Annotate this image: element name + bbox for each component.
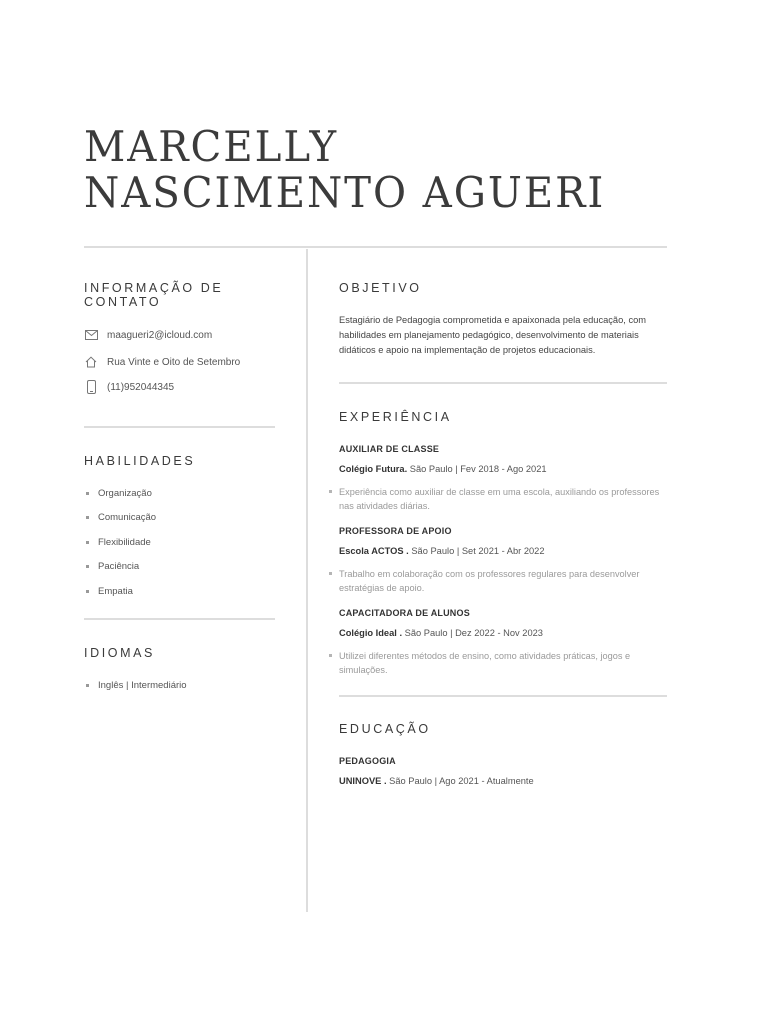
degree-title: PEDAGOGIA xyxy=(339,756,396,766)
skills-list xyxy=(86,481,156,604)
candidate-name xyxy=(84,124,605,216)
bullet-icon xyxy=(86,684,89,687)
job-role: CAPACITADORA DE ALUNOS xyxy=(339,608,470,618)
skills-divider xyxy=(84,618,275,620)
experience-section-title: EXPERIÊNCIA xyxy=(339,410,452,424)
job-meta xyxy=(339,546,669,560)
list-item: Comunicação xyxy=(86,506,156,531)
contact-divider xyxy=(84,426,275,428)
phone-text[interactable]: (11)952044345 xyxy=(107,381,175,393)
column-divider xyxy=(306,249,308,912)
contact-title-line-2: CONTATO xyxy=(84,295,162,309)
bullet-icon xyxy=(86,516,89,519)
education-org: UNINOVE . xyxy=(339,776,387,786)
bullet-icon xyxy=(329,572,332,575)
experience-divider xyxy=(339,695,667,697)
job-description: Utilizei diferentes métodos de ensino, como atividades práticas, jogos e simulações. xyxy=(329,649,669,677)
bullet-icon xyxy=(86,492,89,495)
objective-text: Estagiário de Pedagogia comprometida e apaixonada pela educação, com habilidades em planejamento pedagógico, desenvolvimento de materiais didáticos e apoio na implementação de projetos educacionais. xyxy=(339,315,647,355)
job-org: Colégio Futura. xyxy=(339,464,408,474)
bullet-icon xyxy=(86,590,89,593)
education-details: São Paulo | Ago 2021 - Atualmente xyxy=(386,776,534,786)
phone-icon xyxy=(84,380,98,394)
bullet-icon xyxy=(86,565,89,568)
education-section-title: EDUCAÇÃO xyxy=(339,722,431,736)
objective-section-title: OBJETIVO xyxy=(339,281,422,295)
job-meta xyxy=(339,464,669,478)
header-divider xyxy=(84,246,667,248)
education-entry xyxy=(339,756,669,790)
experience-entry xyxy=(339,526,669,595)
contact-section-title xyxy=(84,281,223,309)
email-text[interactable]: maagueri2@icloud.com xyxy=(107,329,213,341)
skills-section-title: HABILIDADES xyxy=(84,454,196,468)
languages-list xyxy=(86,673,187,698)
education-meta xyxy=(339,776,669,790)
contact-title-line-1: INFORMAÇÃO DE xyxy=(84,281,224,295)
contact-address xyxy=(84,355,240,369)
list-item: Organização xyxy=(86,481,156,506)
contact-email xyxy=(84,328,212,342)
job-description: Experiência como auxiliar de classe em uma escola, auxiliando os professores nas atividades diárias. xyxy=(329,485,669,513)
job-org: Escola ACTOS . xyxy=(339,546,409,556)
job-role: AUXILIAR DE CLASSE xyxy=(339,444,440,454)
bullet-icon xyxy=(329,654,332,657)
contact-phone xyxy=(84,380,174,394)
name-line-2: NASCIMENTO AGUERI xyxy=(84,168,606,217)
name-line-1: MARCELLY xyxy=(84,122,338,171)
languages-section-title: IDIOMAS xyxy=(84,646,155,660)
experience-entry xyxy=(339,444,669,513)
job-details: São Paulo | Set 2021 - Abr 2022 xyxy=(408,546,545,556)
job-details: São Paulo | Fev 2018 - Ago 2021 xyxy=(407,464,547,474)
experience-entry xyxy=(339,608,669,677)
list-item: Empatia xyxy=(86,579,156,604)
job-org: Colégio Ideal . xyxy=(339,628,403,638)
list-item: Inglês | Intermediário xyxy=(86,673,187,698)
job-role: PROFESSORA DE APOIO xyxy=(339,526,452,536)
list-item: Flexibilidade xyxy=(86,530,156,555)
home-icon xyxy=(84,355,98,369)
envelope-icon xyxy=(84,328,98,342)
job-description: Trabalho em colaboração com os professores regulares para desenvolver estratégias de apoio. xyxy=(329,567,669,595)
job-meta xyxy=(339,628,669,642)
list-item: Paciência xyxy=(86,555,156,580)
address-text: Rua Vinte e Oito de Setembro xyxy=(107,356,241,368)
bullet-icon xyxy=(329,490,332,493)
objective-divider xyxy=(339,382,667,384)
bullet-icon xyxy=(86,541,89,544)
job-details: São Paulo | Dez 2022 - Nov 2023 xyxy=(402,628,543,638)
